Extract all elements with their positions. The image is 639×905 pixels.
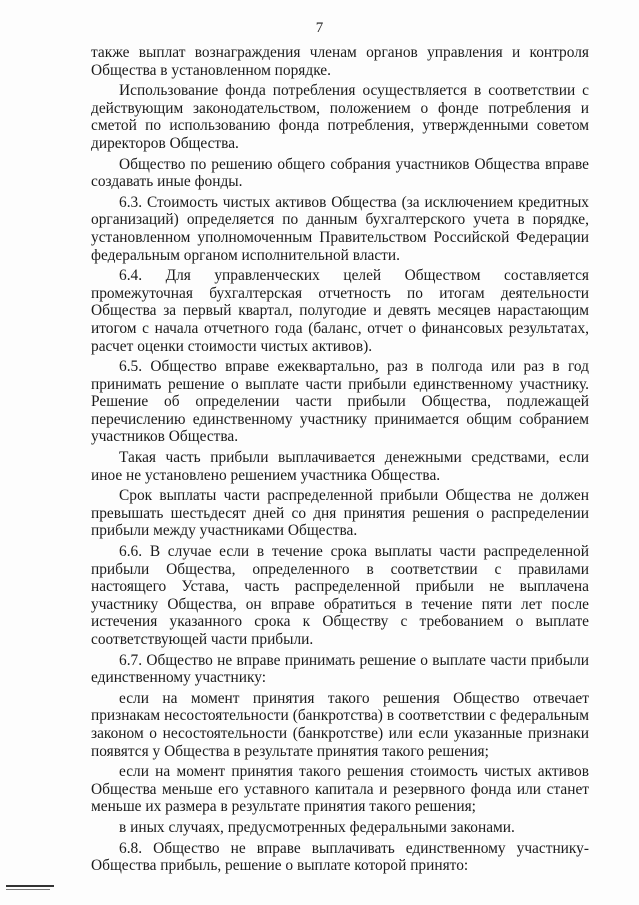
paragraph: 6.5. Общество вправе ежеквартально, раз в полгода или раз в год принимать решение о выплате части прибыли единственному участнику. Решение об определении части прибыли Общества, подлежащей перечислению единственному участнику принимается общим собранием участников Общества. (91, 358, 589, 446)
document-body (91, 44, 589, 878)
paragraph: если на момент принятия такого решения стоимость чистых активов Общества меньше его уставного капитала и резервного фонда или станет меньше их размера в результате принятия такого решения; (91, 763, 589, 816)
paragraph: также выплат вознаграждения членам органов управления и контроля Общества в установленном порядке. (91, 44, 589, 79)
paragraph: 6.7. Общество не вправе принимать решение о выплате части прибыли единственному участнику: (91, 651, 589, 687)
page-number: 7 (315, 20, 324, 36)
paragraph: Срок выплаты части распределенной прибыли Общества не должен превышать шестьдесят дней со дня принятия решения о распределении прибыли между участниками Общества. (91, 487, 589, 540)
paragraph: Использование фонда потребления осуществляется в соответствии с действующим законодательством, положением о фонде потребления и сметой по использованию фонда потребления, утвержденными советом директоров Общества. (91, 82, 589, 152)
paragraph: 6.8. Общество не вправе выплачивать единственному участнику-Общества прибыль, решение о выплате которой принято: (91, 839, 589, 875)
paragraph: 6.3. Стоимость чистых активов Общества (за исключением кредитных организаций) определяется по данным бухгалтерского учета в порядке, установленном уполномоченным Правительством Российской Федерации федеральным органом исполнительной власти. (91, 193, 589, 264)
paragraph: 6.6. В случае если в течение срока выплаты части распределенной прибыли Общества, определенного в соответствии с правилами настоящего Устава, часть распределенной прибыли не выплачена участнику Общества, он вправе обратиться в течение пяти лет после истечения указанного срока к Обществу с требованием о выплате соответствующей части прибыли. (91, 543, 589, 648)
paragraph: в иных случаях, предусмотренных федеральными законами. (119, 818, 515, 836)
paragraph: 6.4. Для управленческих целей Обществом составляется промежуточная бухгалтерская отчетность по итогам деятельности Общества за первый квартал, полугодие и девять месяцев нарастающим итогом с начала отчетного года (баланс, отчет о финансовых результатах, расчет оценки стоимости чистых активов). (91, 267, 589, 355)
scan-edge-mark (6, 889, 50, 890)
scan-edge-mark (6, 885, 54, 887)
paragraph: Такая часть прибыли выплачивается денежными средствами, если иное не установлено решением участника Общества. (91, 449, 589, 484)
paragraph: Общество по решению общего собрания участников Общества вправе создавать иные фонды. (91, 155, 589, 191)
paragraph: если на момент принятия такого решения Общество отвечает признакам несостоятельности (банкротства) в соответствии с федеральным законом о несостоятельности (банкротстве) или если указанные признаки появятся у Общества в результате принятия такого решения; (91, 689, 589, 760)
